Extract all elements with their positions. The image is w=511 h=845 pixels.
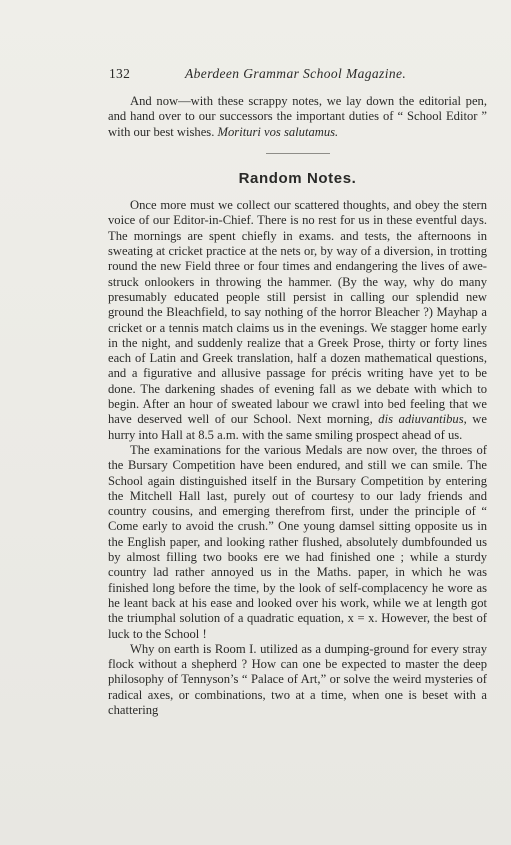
opening-paragraph [108, 94, 487, 140]
paragraph-1-text-b: , we hurry into Hall at 8.5 a.m. with the same smiling prospect ahead of us. [108, 412, 487, 442]
section-title: Random Notes. [238, 169, 357, 187]
paragraph-2: The examinations for the various Medals are now over, the throes of the Bursary Competition have been endured, and still we can smile. The School again distinguished itself in the Bursary Competition by entering the Mitchell Hall last, purely out of courtesy to our lady friends and country cousins, and emerging therefrom first, under the principle of “ Come early to avoid the crush.” One young damsel sitting opposite us in the English paper, and looking rather flushed, absolutely dumbfounded us by almost filling two books ere we had finished one ; while a sturdy country lad rather annoyed us in the Maths. paper, in which he was finished long before the time, by the look of self-complacency he wore as he leant back at his ease and looked over his work, while we at length got the triumphal solution of a quadratic equation, x = x. However, the best of luck to the School ! [108, 442, 487, 641]
page-number: 132 [109, 66, 131, 81]
running-title: Aberdeen Grammar School Magazine. [185, 66, 407, 81]
page-content [108, 94, 487, 718]
paragraph-1 [108, 198, 487, 443]
paragraph-1-latin-phrase: dis adiuvantibus [378, 412, 464, 427]
opening-text: And now—with these scrappy notes, we lay down the editorial pen, and hand over to our successors the important duties of “ School Editor ” with our best wishes. [108, 94, 487, 139]
page-header [109, 66, 489, 84]
opening-latin-phrase: Morituri vos salutamus. [217, 124, 339, 139]
paragraph-3: Why on earth is Room I. utilized as a dumping-ground for every stray flock without a shepherd ? How can one be expected to master the deep philosophy of Tennyson’s “ Palace of Art,” or solve the weird mysteries of radical axes, or combinations, two at a time, when one is beset with a chattering [108, 641, 487, 717]
section-divider [266, 153, 330, 154]
paragraph-1-text-a: Once more must we collect our scattered thoughts, and obey the stern voice of our Editor-in-Chief. There is no rest for us in these eventful days. The mornings are spent chiefly in exams. and tests, the afternoons in sweating at cricket practice at the nets or, by way of a diversion, in trotting round the new Field three or four times and endangering the lives of awe-struck onlookers in throwing the hammer. (By the way, why do many presumably educated people still persist in calling our splendid new ground the Bleachfield, to say nothing of the horror Bleacher ?) Mayhap a cricket or a tennis match claims us in the evenings. We stagger home early in the night, and suddenly realize that a Greek Prose, thirty or forty lines each of Latin and Greek translation, half a dozen mathematical questions, and a figurative and allusive passage for précis writing have yet to be done. The darkening shades of evening fall as we debate with which to begin. After an hour of sweated labour we crawl into bed feeling that we have deserved well of our School. Next morning, [108, 198, 487, 427]
